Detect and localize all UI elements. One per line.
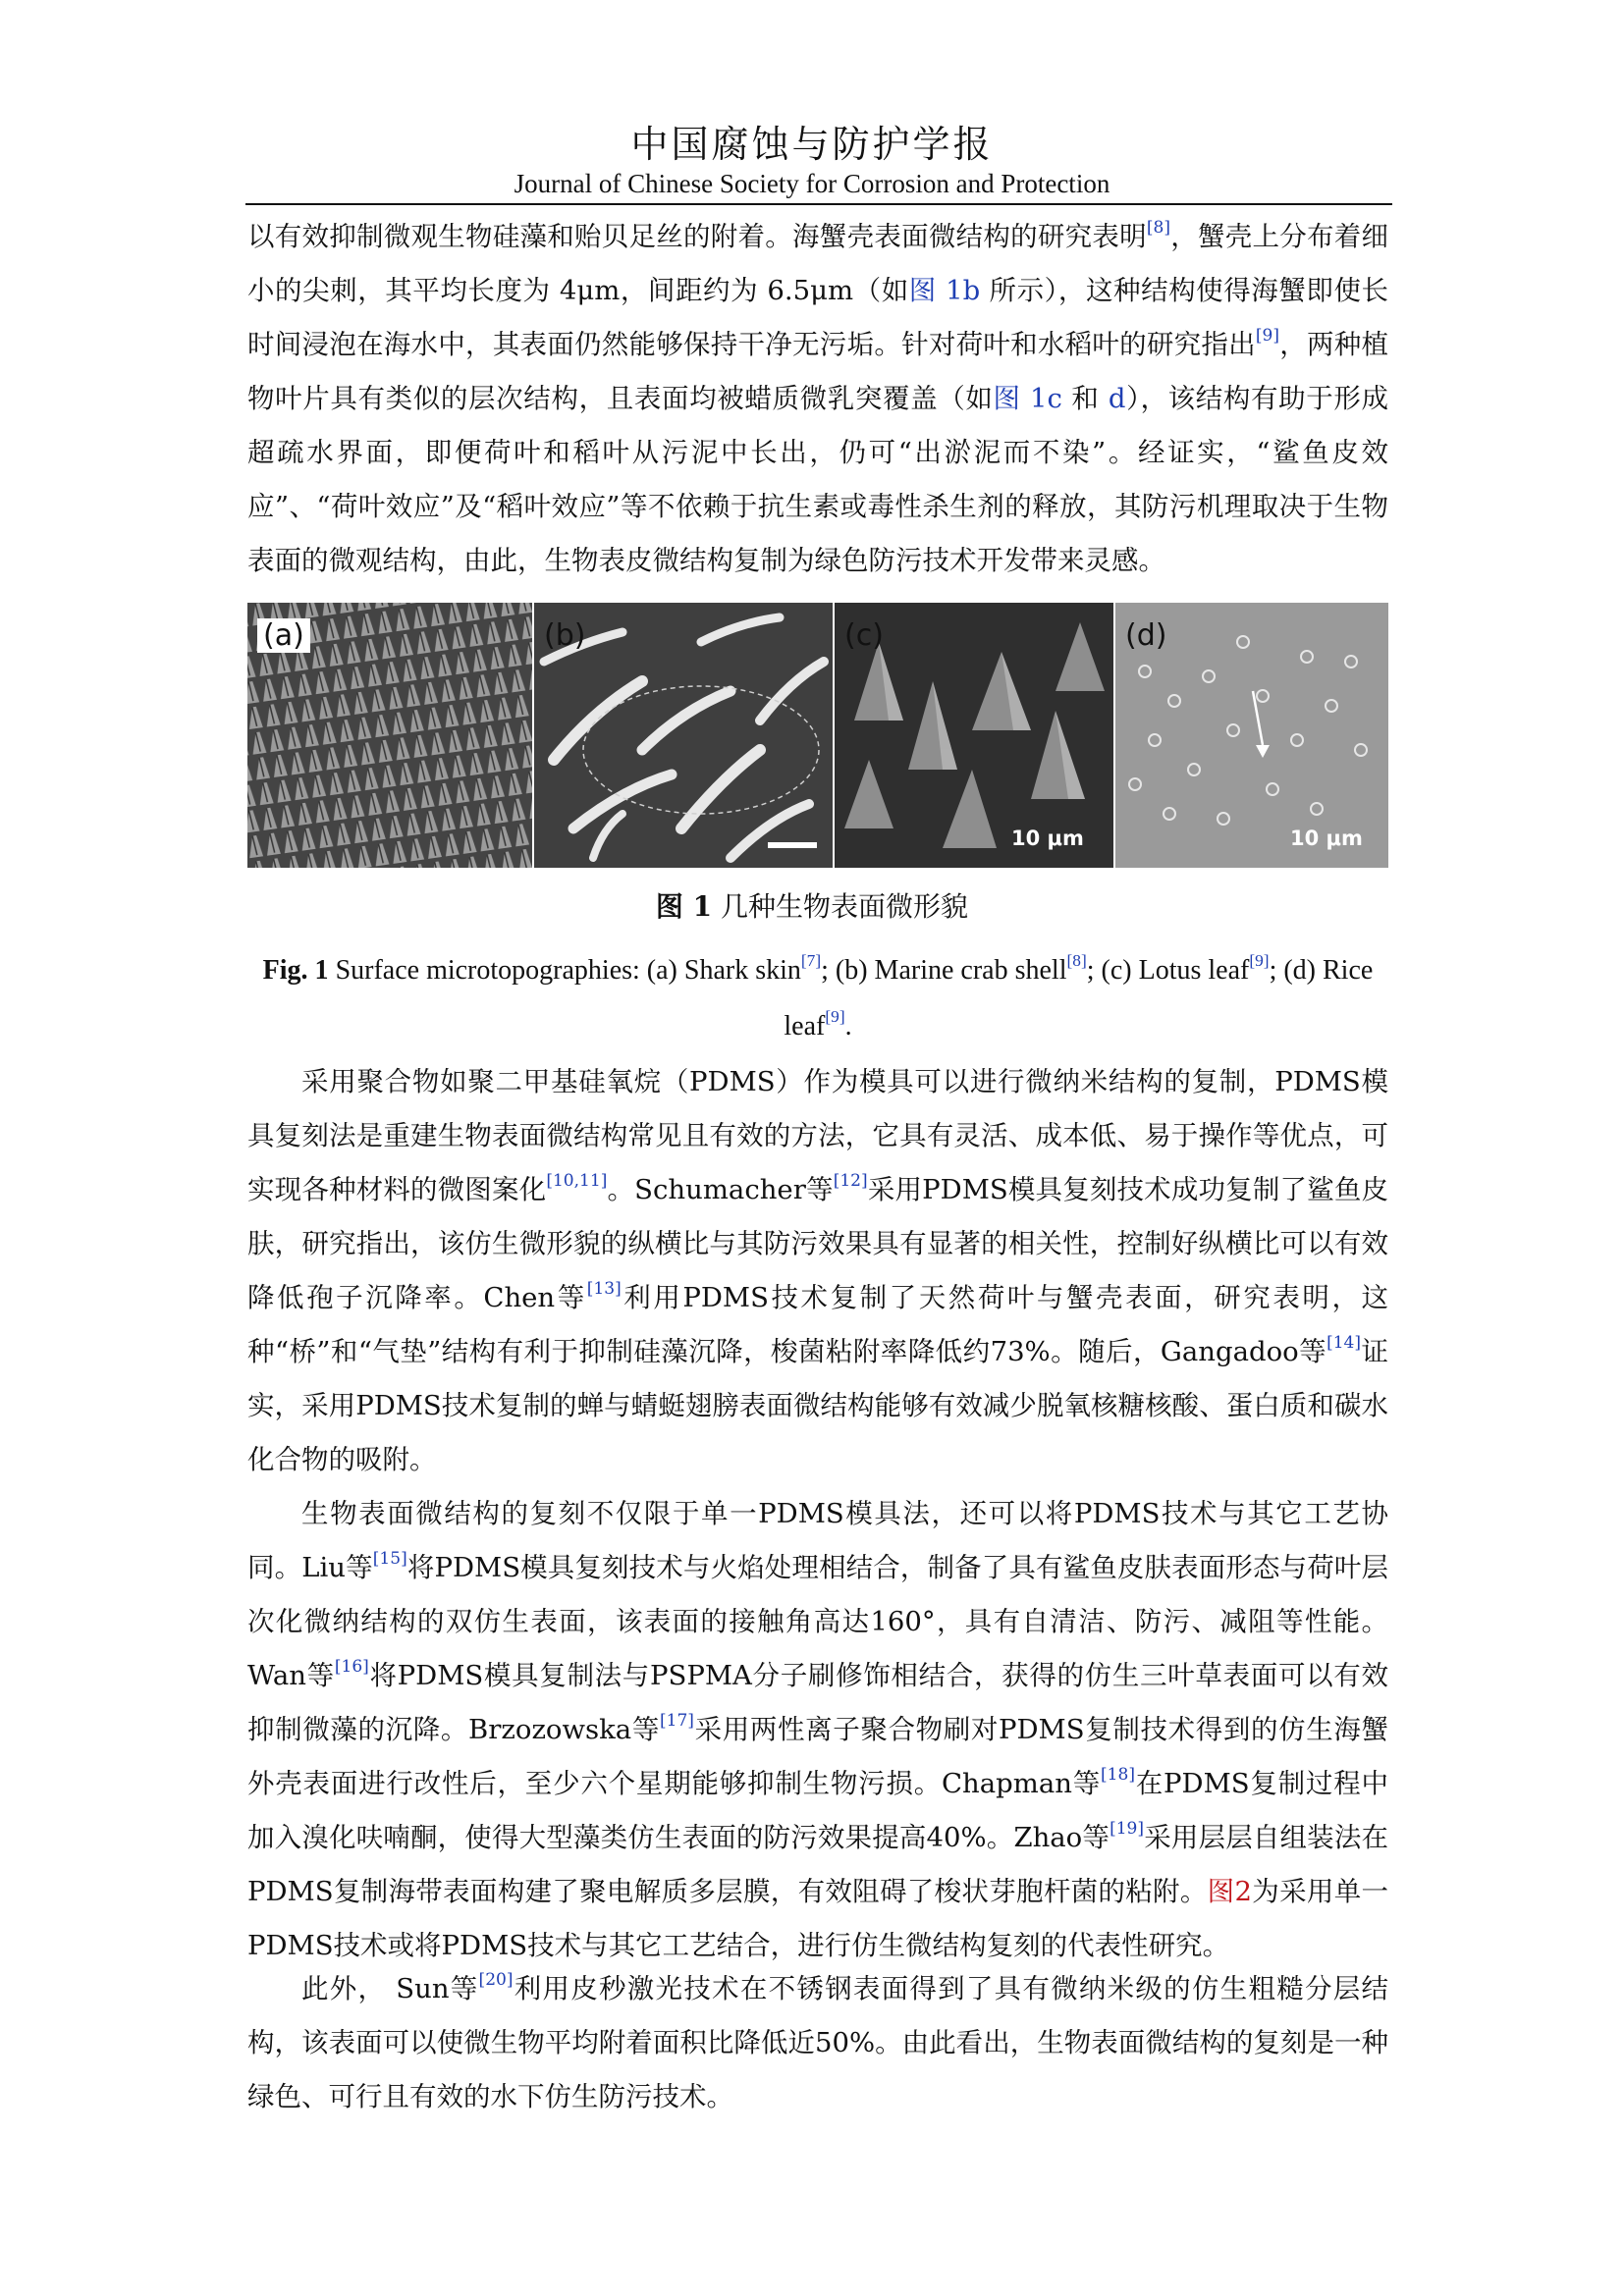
paragraph-2 [247, 1055, 1388, 1487]
panel-label-c: (c) [844, 618, 884, 653]
p4-text-1: 此外， Sun等 [301, 1973, 479, 2004]
fig-2-link[interactable]: 图2 [1207, 1876, 1252, 1907]
figure-panel-d [1115, 603, 1388, 868]
caption-cn-text: 几种生物表面微形貌 [712, 890, 969, 923]
figure-panel-a [247, 603, 532, 868]
p1-line4: 两种植物叶片具有类似的层次结构，且表面均被蜡质微乳突覆盖（如 [247, 329, 1389, 414]
p1-line2b: 所示），这种结构使得海蟹即 [980, 275, 1334, 306]
caption-cn-label: 图 1 [655, 890, 713, 923]
p3-text-6: 采用层层自组装法在PDMS复制海带表面构建了聚电解质多层膜，有效阻碍了梭状芽胞杆菌的粘附。 [247, 1822, 1388, 1907]
citation-18[interactable]: [18] [1101, 1765, 1135, 1786]
citation-17[interactable]: [17] [659, 1711, 694, 1732]
p1-line2: 着细小的尖刺，其平均长度为 4μm，间距约为 6.5μm（如 [247, 221, 1389, 306]
p1-line7: 理取决于生物表面的微观结构，由此，生物表皮微结构复制为绿色防污技术开发带来灵感。 [247, 491, 1388, 576]
citation-14[interactable]: [14] [1326, 1333, 1362, 1354]
p1-line4-mid: 和 [1061, 383, 1109, 414]
caption-en-d: ; (d) Rice leaf [784, 955, 1374, 1041]
p3-text-1: 生物表面微结构的复刻不仅限于单一PDMS模具法，还可以将PDMS技术与其它工艺协同。Liu等 [247, 1498, 1388, 1583]
caption-en-label: Fig. 1 [262, 955, 329, 986]
journal-title-en: Journal of Chinese Society for Corrosion and Protection [514, 169, 1110, 198]
caption-citation-9b[interactable]: [9] [825, 1006, 845, 1026]
p2-text-1: 采用聚合物如聚二甲基硅氧烷（PDMS）作为模具可以进行微纳米结构的复制，PDMS模具复刻法是重建生物表面微结构常见且有效的方法，它具有灵活、成本低、易于操作等优点，可实现各种材料的微图案化 [247, 1066, 1388, 1205]
caption-citation-7[interactable]: [7] [800, 950, 822, 970]
p2-text-5: 证实，采用PDMS技术复制的蝉与蜻蜓翅膀表面微结构能够有效减少脱氧核糖核酸、蛋白质和碳水化合物的吸附。 [247, 1336, 1388, 1475]
panel-label-a: (a) [257, 618, 310, 653]
fig-1d-link[interactable]: d [1108, 383, 1126, 414]
p3-text-4: 采用两性离子聚合物刷对PDMS复制技术得到的仿生海蟹外壳表面进行改性后，至少六个星期能够抑制生物污损。Chapman等 [247, 1714, 1389, 1799]
p4-text-2: 利用皮秒激光技术在不锈钢表面得到了具有微纳米级的仿生粗糙分层结构，该表面可以使微生物平均附着面积比降低近50%。由此看出，生物表面微结构的复刻是一种绿色、可行且有效的水下仿生防污技术。 [247, 1973, 1388, 2112]
p1-line4b: ），该结构有 [1125, 383, 1279, 414]
caption-en-a: Surface microtopographies: (a) Shark skin [328, 955, 801, 986]
p1-line5: 助于形成超疏水界面，即便荷叶和稻叶从污泥中长出，仍可“出淤泥而不染”。经证实，“鲨 [247, 383, 1389, 468]
scale-bar-label-d: 10 μm [1290, 827, 1363, 850]
caption-en-c: ; (c) Lotus leaf [1086, 955, 1250, 986]
caption-en-end: . [844, 1011, 852, 1041]
p1-line3: 使长时间浸泡在海水中，其表面仍然能够保持干净无污垢。针对荷叶和水稻叶的研究指出 [247, 275, 1389, 360]
citation-10-11[interactable]: [10,11] [546, 1171, 608, 1192]
panel-label-b: (b) [544, 618, 586, 653]
paragraph-1 [247, 210, 1388, 588]
citation-20[interactable]: [20] [478, 1970, 514, 1991]
citation-16[interactable]: [16] [334, 1657, 369, 1678]
p1-line1b: ，蟹壳上分布 [1169, 221, 1334, 252]
citation-8[interactable]: [8] [1146, 218, 1170, 239]
panel-label-d: (d) [1125, 618, 1167, 653]
p3-text-5: 在PDMS复制过程中加入溴化呋喃酮，使得大型藻类仿生表面的防污效果提高40%。Zhao等 [247, 1768, 1388, 1853]
citation-15[interactable]: [15] [372, 1549, 407, 1570]
p1-line3b: ， [1278, 329, 1307, 360]
fig-1b-link[interactable]: 图 1b [908, 275, 981, 306]
citation-9[interactable]: [9] [1255, 326, 1279, 347]
figure-caption-en [247, 942, 1388, 1054]
scale-bar-label-c: 10 μm [1011, 827, 1084, 850]
p3-text-3: 将PDMS模具复制法与PSPMA分子刷修饰相结合，获得的仿生三叶草表面可以有效抑制微藻的沉降。Brzozowska等 [247, 1660, 1388, 1745]
paragraph-4 [247, 1962, 1388, 2124]
caption-citation-8[interactable]: [8] [1066, 950, 1087, 970]
paragraph-3 [247, 1487, 1388, 1973]
figure-panel-b [534, 603, 833, 868]
citation-13[interactable]: [13] [586, 1279, 622, 1300]
p1-line1: 以有效抑制微观生物硅藻和贻贝足丝的附着。海蟹壳表面微结构的研究表明 [247, 221, 1147, 252]
figure-1 [247, 603, 1388, 868]
p3-text-7: 为采用单一PDMS技术或将PDMS技术与其它工艺结合，进行仿生微结构复刻的代表性研究。 [247, 1876, 1389, 1961]
figure-panel-c [835, 603, 1113, 868]
citation-12[interactable]: [12] [833, 1171, 868, 1192]
journal-title-cn: 中国腐蚀与防护学报 [630, 123, 994, 166]
p2-text-2: 。Schumacher等 [607, 1174, 834, 1205]
p3-text-2: 将PDMS模具复刻技术与火焰处理相结合，制备了具有鲨鱼皮肤表面形态与荷叶层次化微纳结构的双仿生表面，该表面的接触角高达160°，具有自清洁、防污、减阻等性能。Wan等 [247, 1552, 1388, 1691]
header-rule [245, 203, 1392, 205]
figure-caption-cn [0, 885, 1624, 925]
fig-1c-link[interactable]: 图 1c [993, 383, 1062, 414]
p2-text-4: 利用PDMS技术复制了天然荷叶与蟹壳表面，研究表明，这种“桥”和“气垫”结构有利于抑制硅藻沉降，梭菌粘附率降低约73%。随后，Gangadoo等 [247, 1282, 1388, 1367]
caption-en-b: ; (b) Marine crab shell [821, 955, 1067, 986]
citation-19[interactable]: [19] [1110, 1819, 1145, 1840]
p2-text-3: 采用PDMS模具复刻技术成功复制了鲨鱼皮肤，研究指出，该仿生微形貌的纵横比与其防污效果具有显著的相关性，控制好纵横比可以有效降低孢子沉降率。Chen等 [247, 1174, 1388, 1313]
caption-citation-9a[interactable]: [9] [1249, 950, 1270, 970]
p1-line6: 鱼皮效应”、“荷叶效应”及“稻叶效应”等不依赖于抗生素或毒性杀生剂的释放，其防污机 [247, 437, 1388, 522]
